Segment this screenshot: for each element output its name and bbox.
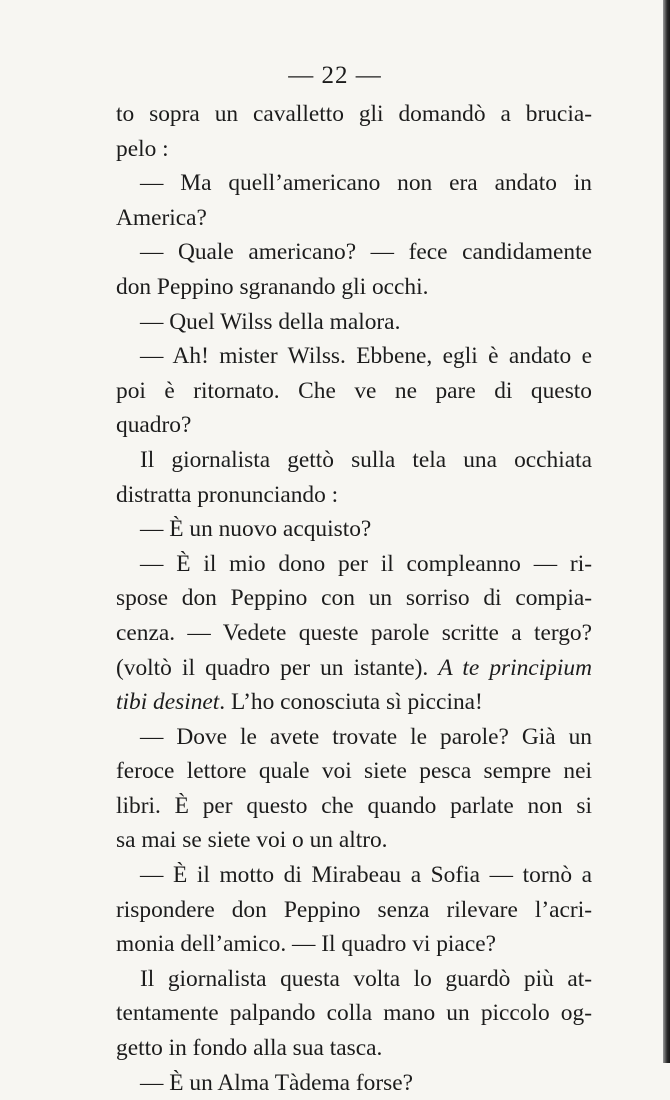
text-line: — Ah! mister Wilss. Ebbene, egli è andato e (140, 343, 592, 370)
text-line: rispondere don Peppino senza rilevare l’acri- (116, 896, 592, 923)
text-segment: (voltò il quadro per un istante). (116, 654, 439, 681)
page-edge-shadow (663, 0, 670, 1063)
text-line: America? (116, 204, 207, 231)
latin-motto-part: tibi desinet (116, 689, 220, 716)
text-line: — Ma quell’americano non era andato in (140, 170, 592, 197)
text-line: — È un nuovo acquisto? (140, 516, 372, 543)
text-line: monia dell’amico. — Il quadro vi piace? (116, 931, 496, 958)
text-line: Il giornalista questa volta lo guardò più at- (140, 965, 592, 992)
body-text (116, 97, 592, 1100)
text-line: libri. È per questo che quando parlate non si (116, 792, 592, 819)
text-line: poi è ritornato. Che ve ne pare di questo (116, 377, 592, 404)
latin-motto-part: A te principium (438, 654, 592, 681)
text-line: — È un Alma Tàdema forse? (140, 1069, 414, 1096)
text-line: Il giornalista gettò sulla tela una occhiata (140, 446, 592, 473)
text-line: feroce lettore quale voi siete pesca sempre nei (116, 758, 592, 785)
text-line: to sopra un cavalletto gli domandò a brucia- (116, 101, 592, 127)
text-line: cenza. — Vedete queste parole scritte a tergo? (116, 619, 592, 646)
text-line: — È il mio dono per il compleanno — ri- (140, 550, 592, 577)
text-line: — È il motto di Mirabeau a Sofia — tornò a (140, 862, 592, 889)
text-line: sa mai se siete voi o un altro. (116, 827, 388, 854)
text-line: getto in fondo alla sua tasca. (116, 1035, 383, 1062)
text-line: quadro? (116, 412, 192, 439)
text-line: tentamente palpando colla mano un piccolo og- (116, 1000, 592, 1027)
text-line (116, 685, 592, 720)
page-number: — 22 — (288, 62, 382, 89)
text-line: pelo : (116, 135, 169, 162)
text-line (116, 651, 592, 686)
text-line: don Peppino sgranando gli occhi. (116, 273, 429, 300)
text-line: distratta pronunciando : (116, 481, 339, 508)
text-segment: . L’ho conosciuta sì piccina! (219, 689, 483, 716)
text-line: — Quel Wilss della malora. (140, 308, 401, 335)
text-line: — Dove le avete trovate le parole? Già un (140, 723, 592, 750)
text-line: spose don Peppino con un sorriso di compia- (116, 585, 592, 612)
text-line: — Quale americano? — fece candidamente (140, 239, 592, 266)
